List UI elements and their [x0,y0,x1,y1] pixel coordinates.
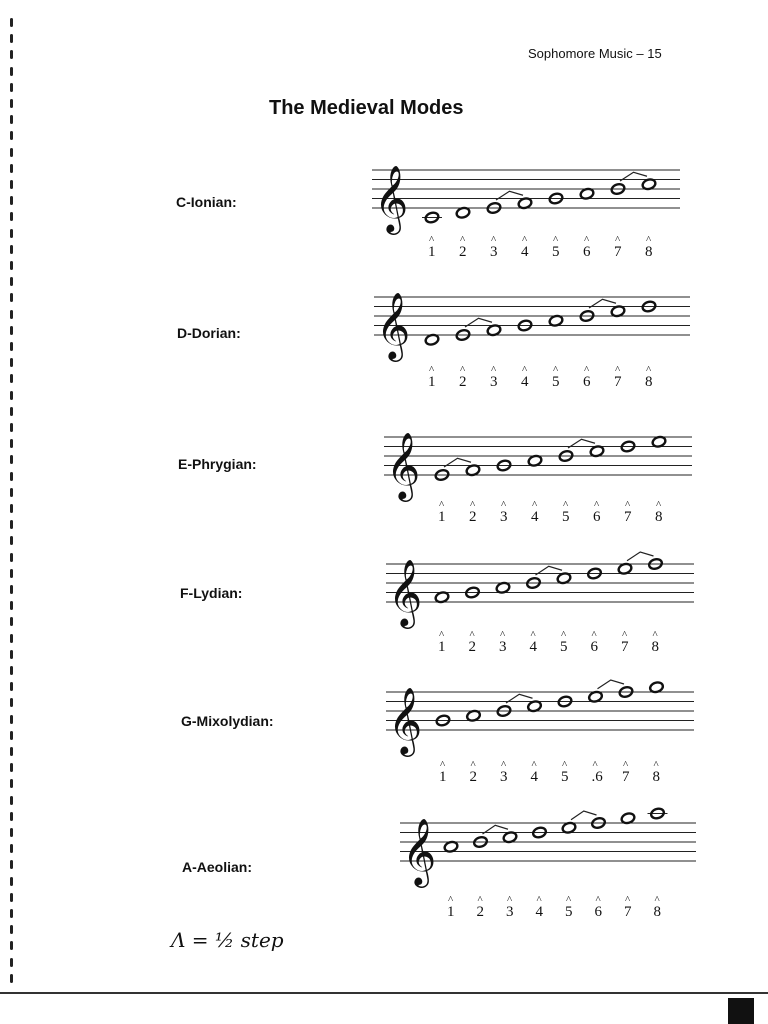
degree-caret: ^ [460,234,466,246]
degree-caret: ^ [501,499,507,511]
scale-degree: 1 [438,509,446,525]
scale-degree: 2 [459,374,467,390]
scale-degree: 2 [459,244,467,260]
page-bottom-edge [0,992,768,994]
degree-caret: ^ [440,759,446,771]
degree-caret: ^ [615,234,621,246]
scale-degree: 8 [645,374,653,390]
scale-degree: 5 [552,374,560,390]
degree-caret: ^ [584,364,590,376]
scale-degree: 3 [506,904,514,920]
degree-caret: ^ [656,499,662,511]
degree-caret: ^ [553,364,559,376]
degree-caret: ^ [622,629,628,641]
degree-caret: ^ [592,759,598,771]
mode-label-phrygian: E-Phrygian: [178,456,257,472]
scale-degree: 4 [530,769,538,785]
scale-degree: 8 [652,769,660,785]
degree-caret: ^ [522,364,528,376]
scale-degree: 1 [438,639,446,655]
degree-caret: ^ [439,499,445,511]
degree-caret: ^ [439,629,445,641]
mode-label-mixolydian: G-Mixolydian: [181,713,274,729]
treble-clef-icon: 𝄞 [386,431,421,499]
treble-clef-icon: 𝄞 [402,817,437,885]
degree-caret: ^ [594,499,600,511]
corner-mark [728,998,754,1024]
scale-degree: 4 [535,904,543,920]
degree-caret: ^ [652,629,658,641]
scale-degree: 7 [621,639,629,655]
scale-degree: 8 [653,904,661,920]
scale-degree: 2 [469,509,477,525]
degree-caret: ^ [591,629,597,641]
scale-degree: 8 [655,509,663,525]
degree-caret: ^ [522,234,528,246]
degree-caret: ^ [470,499,476,511]
degree-caret: ^ [532,499,538,511]
scale-degree: 4 [531,509,539,525]
scale-degree: 3 [490,374,498,390]
treble-clef-icon: 𝄞 [388,686,423,754]
half-step-note: Λ = ½ step [171,928,284,952]
degree-caret: ^ [595,894,601,906]
mode-label-ionian: C-Ionian: [176,194,237,210]
scale-degree: 1 [428,374,436,390]
scale-degree: .6 [591,769,603,785]
degree-caret: ^ [646,234,652,246]
scale-degree: 5 [552,244,560,260]
scale-degree: 1 [439,769,447,785]
scale-degree: 2 [468,639,476,655]
scale-degree: 7 [614,244,622,260]
scale-degree: 3 [490,244,498,260]
degree-caret: ^ [501,759,507,771]
degree-caret: ^ [654,894,660,906]
scale-degree: 5 [560,639,568,655]
degree-caret: ^ [491,234,497,246]
degree-caret: ^ [491,364,497,376]
degree-caret: ^ [470,759,476,771]
degree-caret: ^ [563,499,569,511]
mode-label-dorian: D-Dorian: [177,325,241,341]
scale-degree: 1 [447,904,455,920]
degree-caret: ^ [469,629,475,641]
page-title: The Medieval Modes [269,97,464,119]
degree-caret: ^ [615,364,621,376]
scale-degree: 4 [521,244,529,260]
degree-caret: ^ [448,894,454,906]
scale-degree: 8 [651,639,659,655]
mode-label-aeolian: A-Aeolian: [182,859,252,875]
scale-degree: 4 [521,374,529,390]
page-header: Sophomore Music – 15 [528,46,662,61]
scale-degree: 6 [590,639,598,655]
scale-degree: 7 [622,769,630,785]
scale-degree: 4 [529,639,537,655]
scale-degree: 6 [594,904,602,920]
scale-degree: 3 [500,509,508,525]
mode-label-lydian: F-Lydian: [180,585,243,601]
degree-caret: ^ [477,894,483,906]
degree-caret: ^ [566,894,572,906]
scale-degree: 3 [500,769,508,785]
scale-degree: 2 [476,904,484,920]
degree-caret: ^ [625,894,631,906]
scale-degree: 5 [562,509,570,525]
scale-degree: 5 [565,904,573,920]
scale-degree: 6 [593,509,601,525]
degree-caret: ^ [646,364,652,376]
treble-clef-icon: 𝄞 [376,291,411,359]
degree-caret: ^ [500,629,506,641]
degree-caret: ^ [562,759,568,771]
degree-caret: ^ [536,894,542,906]
scale-degree: 8 [645,244,653,260]
scale-degree: 6 [583,244,591,260]
scale-degree: 7 [624,509,632,525]
scale-degree: 7 [624,904,632,920]
degree-caret: ^ [531,759,537,771]
scale-degree: 1 [428,244,436,260]
degree-caret: ^ [653,759,659,771]
degree-caret: ^ [530,629,536,641]
degree-caret: ^ [625,499,631,511]
scale-degree: 5 [561,769,569,785]
degree-caret: ^ [429,364,435,376]
scale-degree: 7 [614,374,622,390]
half-step-mark [571,811,597,820]
degree-caret: ^ [507,894,513,906]
scale-degree: 6 [583,374,591,390]
scale-degree: 2 [469,769,477,785]
degree-caret: ^ [460,364,466,376]
treble-clef-icon: 𝄞 [388,558,423,626]
degree-caret: ^ [429,234,435,246]
degree-caret: ^ [561,629,567,641]
treble-clef-icon: 𝄞 [374,164,409,232]
degree-caret: ^ [584,234,590,246]
scale-degree: 3 [499,639,507,655]
degree-caret: ^ [623,759,629,771]
degree-caret: ^ [553,234,559,246]
